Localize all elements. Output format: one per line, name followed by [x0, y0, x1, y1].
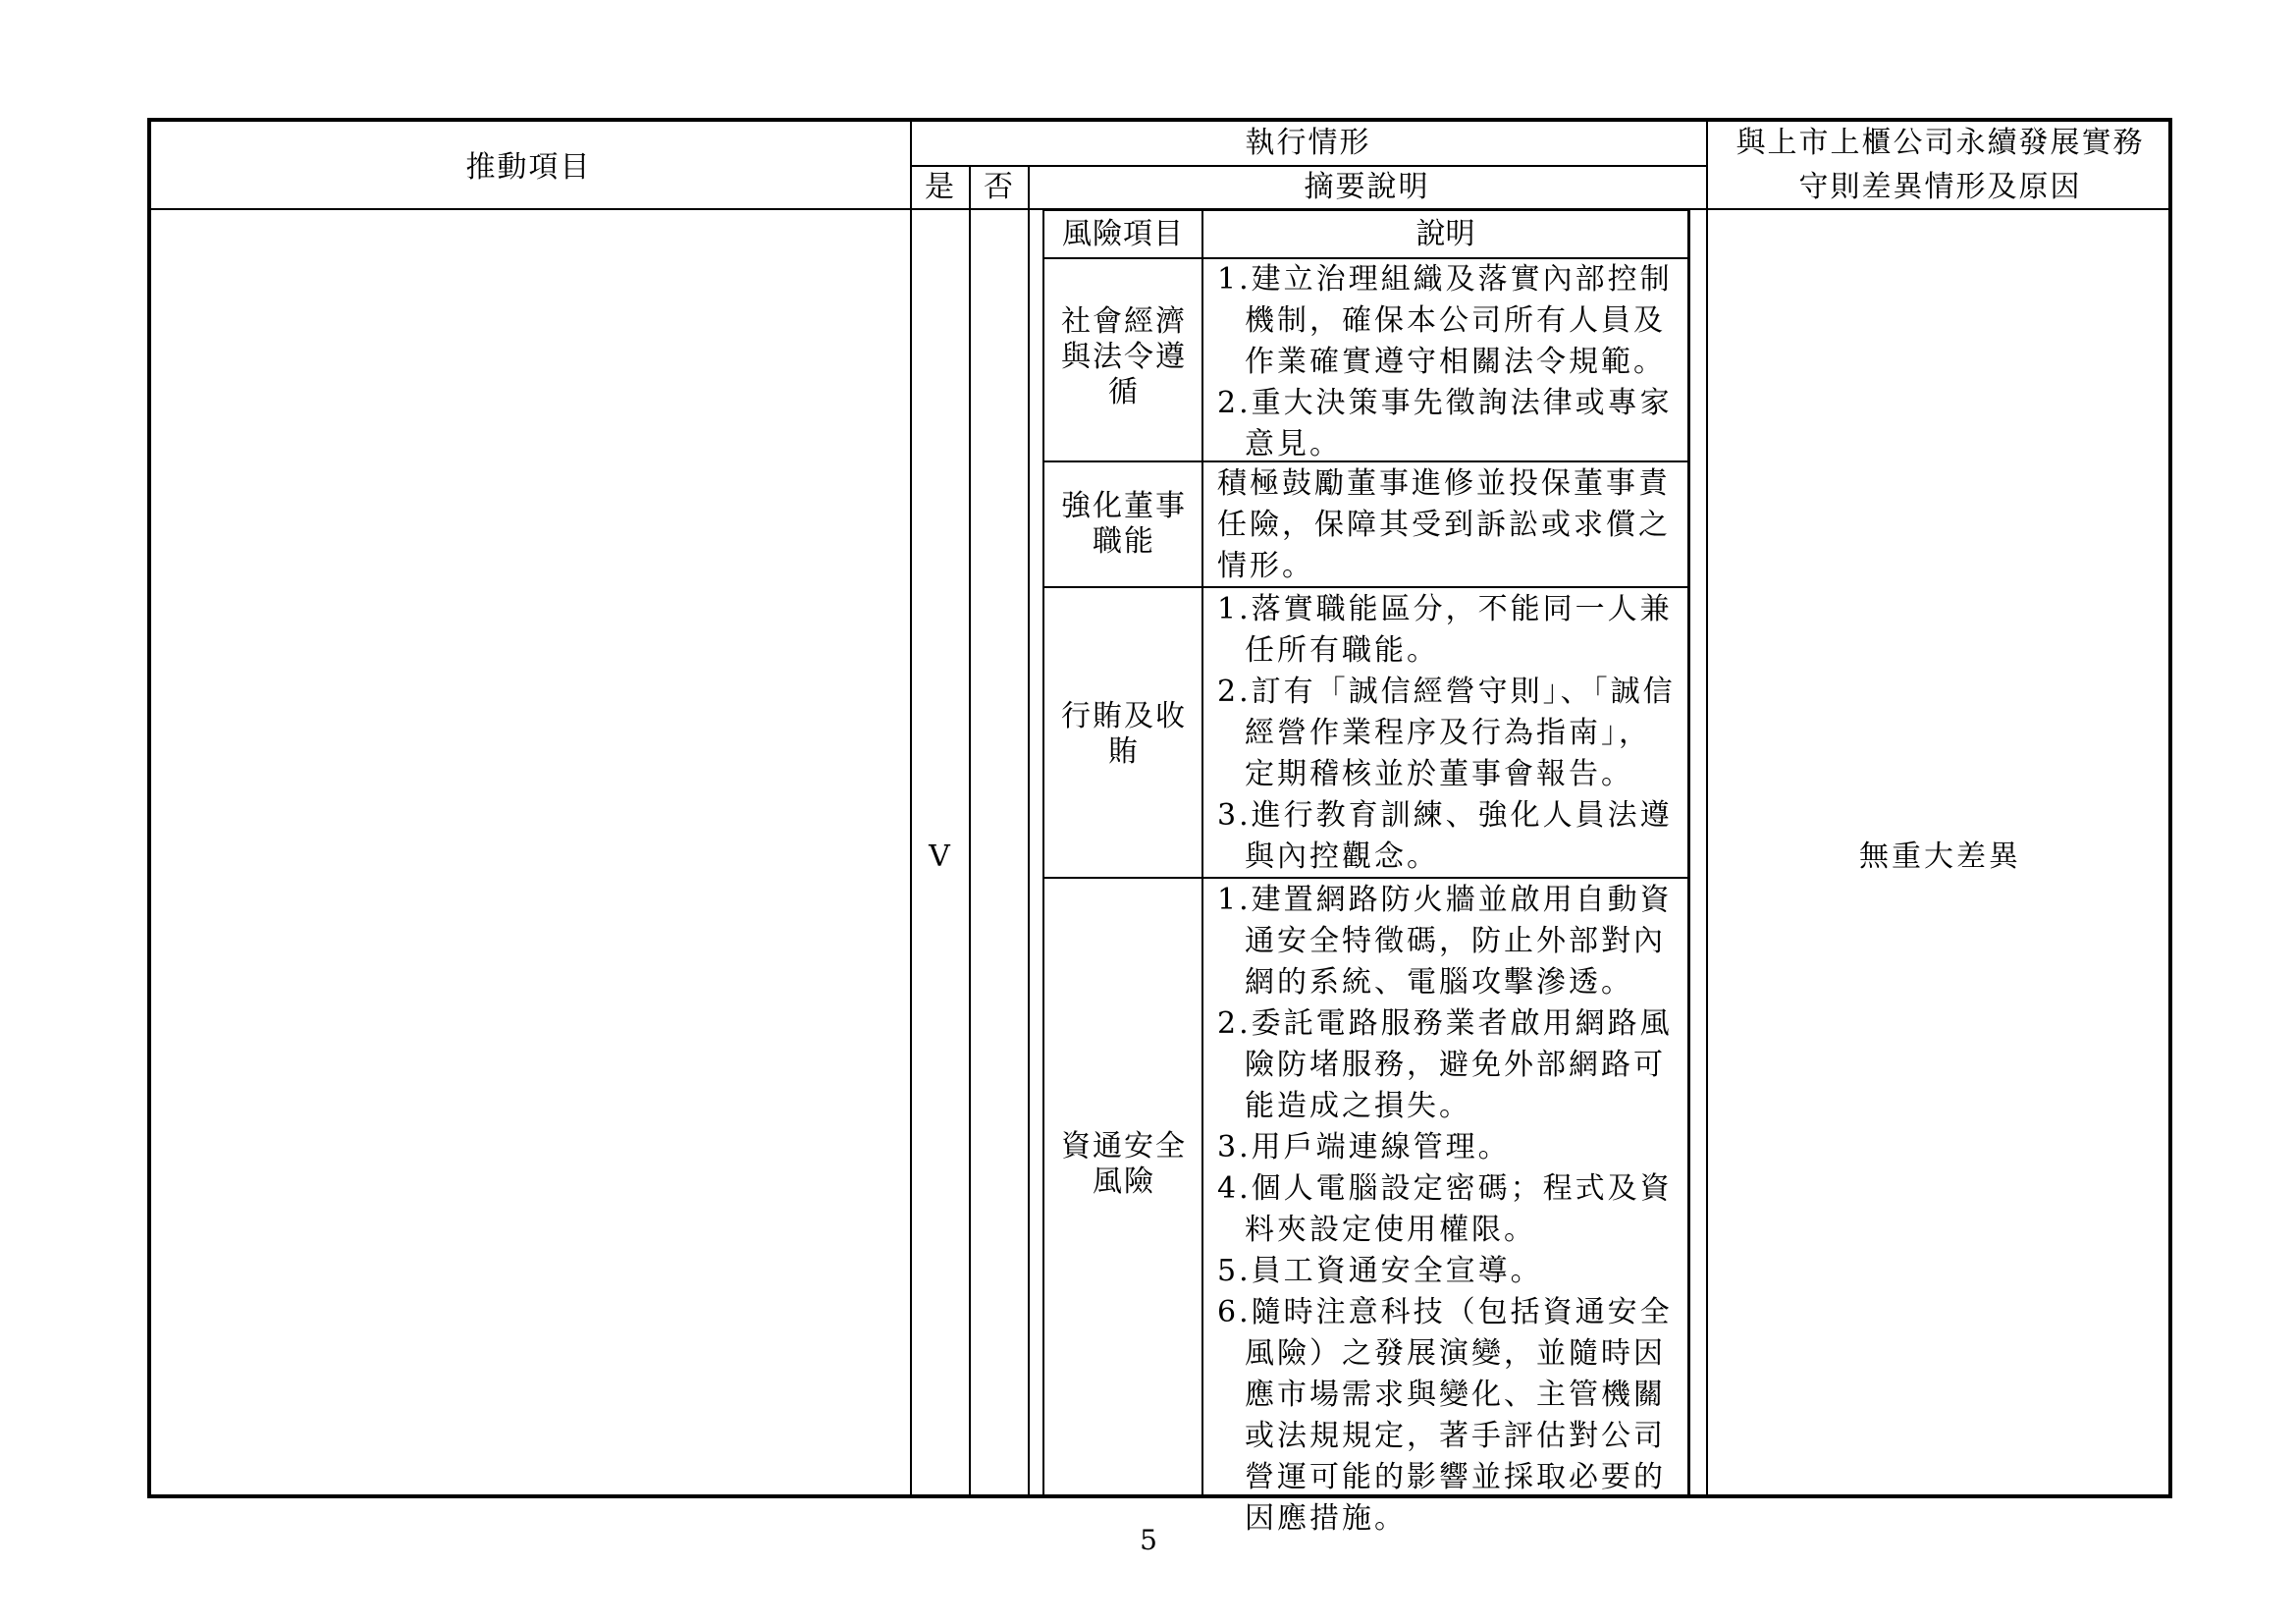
list-item: 1.建立治理組織及落實內部控制機制，確保本公司所有人員及作業確實遵守相關法令規範。	[1217, 262, 1673, 379]
list-item: 1.落實職能區分，不能同一人兼任所有職能。	[1217, 592, 1673, 668]
list-item: 2.訂有「誠信經營守則」、「誠信經營作業程序及行為指南」，定期稽核並於董事會報告。	[1217, 675, 1676, 791]
risk-category-1: 社會經濟與法令遵循	[1061, 304, 1187, 409]
divider-yes-no	[969, 167, 971, 1498]
risk-header-desc: 說明	[1415, 217, 1475, 251]
header-no: 否	[984, 170, 1013, 204]
risk-category-4: 資通安全風險	[1061, 1129, 1187, 1199]
risk-desc-1	[1217, 259, 1679, 465]
list-item: 4.個人電腦設定密碼；程式及資料夾設定使用權限。	[1217, 1171, 1673, 1247]
yes-mark: V	[929, 839, 950, 874]
divider-status-diff	[1706, 118, 1708, 1498]
list-item: 3.用戶端連線管理。	[1217, 1130, 1511, 1164]
risk-desc-2	[1217, 463, 1679, 587]
list-item: 5.員工資通安全宣導。	[1217, 1254, 1543, 1288]
risk-category-3: 行賄及收賄	[1061, 699, 1187, 769]
list-item: 1.建置網路防火牆並啟用自動資通安全特徵碼，防止外部對內網的系統、電腦攻擊滲透。	[1217, 883, 1673, 1000]
header-item: 推動項目	[465, 150, 592, 185]
header-yes: 是	[925, 170, 954, 204]
list-item: 6.隨時注意科技（包括資通安全風險）之發展演變，並隨時因應市場需求與變化、主管機關或法規規定，著手評估對公司營運可能的影響並採取必要的因應措施。	[1217, 1295, 1673, 1536]
risk-category-2: 強化董事職能	[1061, 489, 1187, 559]
risk-desc-4	[1217, 880, 1679, 1540]
list-item: 2.重大決策事先徵詢法律或專家意見。	[1217, 386, 1673, 461]
divider-item-status	[910, 118, 912, 1498]
difference-text: 無重大差異	[1859, 839, 2021, 874]
list-item: 積極鼓勵董事進修並投保董事責任險，保障其受到訴訟或求償之情形。	[1217, 466, 1671, 583]
risk-desc-3	[1217, 589, 1679, 878]
header-summary: 摘要說明	[1304, 170, 1430, 204]
header-status: 執行情形	[1245, 126, 1371, 160]
risk-header-category: 風險項目	[1062, 217, 1184, 251]
list-item: 3.進行教育訓練、強化人員法遵與內控觀念。	[1217, 798, 1673, 874]
divider-no-summary	[1028, 167, 1030, 1498]
header-diff-line2: 守則差異情形及原因	[1798, 170, 2082, 204]
header-diff-line1: 與上市上櫃公司永續發展實務	[1735, 126, 2145, 160]
page-number: 5	[1140, 1524, 1157, 1556]
list-item: 2.委託電路服務業者啟用網路風險防堵服務，避免外部網路可能造成之損失。	[1217, 1006, 1673, 1123]
